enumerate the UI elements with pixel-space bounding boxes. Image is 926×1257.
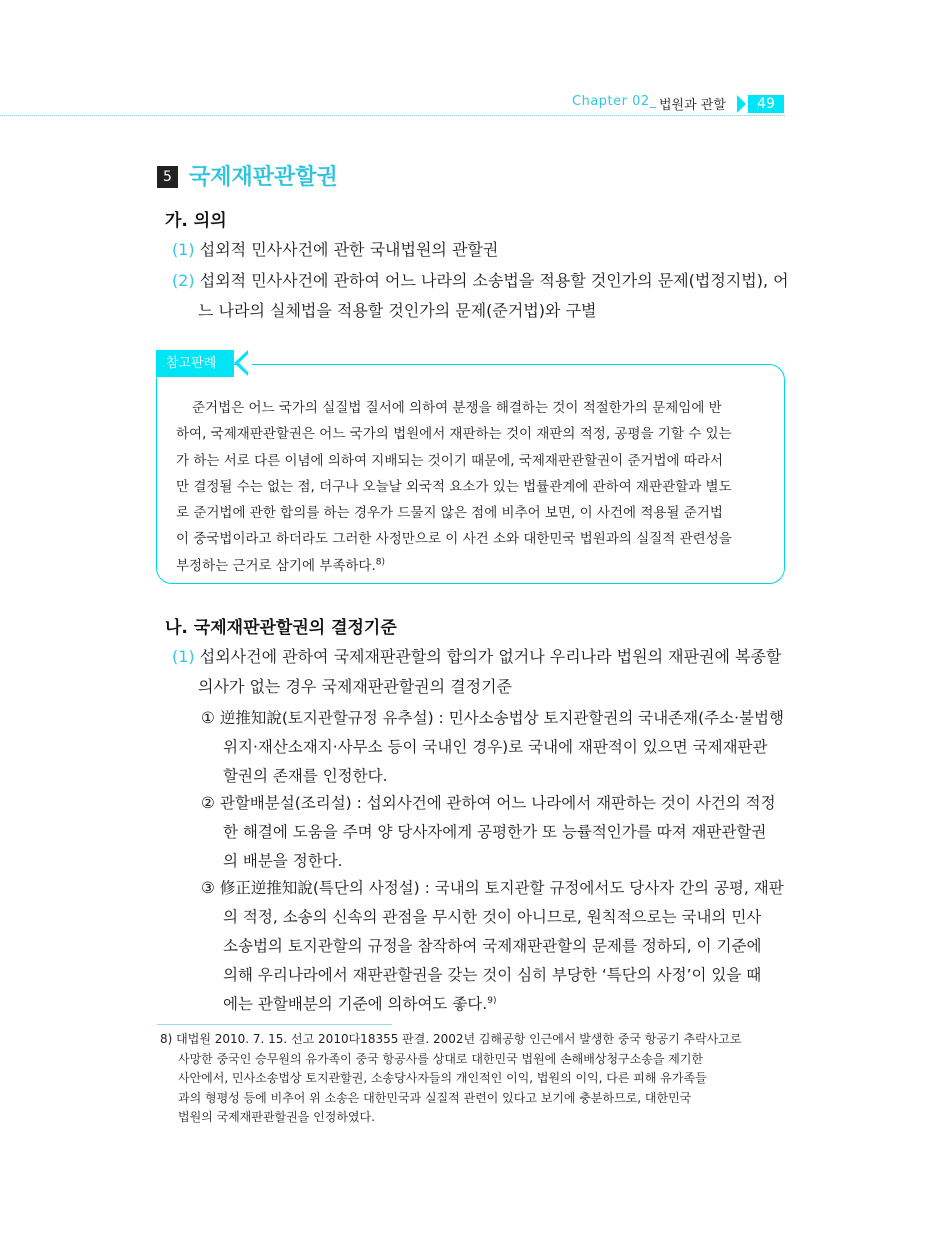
subitem-line: 에는 관할배분의 기준에 의하여도 좋다. <box>223 995 488 1013</box>
reference-line: 만 결정될 수는 없는 점, 더구나 오늘날 외국적 요소가 있는 법률관계에 관하여 재판관할과 별도 <box>176 478 732 495</box>
header-arrow-icon <box>737 95 746 113</box>
subitem-line: 의 적정, 소송의 신속의 관점을 무시한 것이 아니므로, 원칙적으로는 국내의 민사 <box>223 908 762 926</box>
subitem-line: 소송법의 토지관할의 규정을 참작하여 국제재판관할의 문제를 정하되, 이 기준에 <box>223 937 762 955</box>
reference-line: 가 하는 서로 다른 이념에 의하여 지배되는 것이기 때문에, 국제재판관할권이 준거법에 따라서 <box>176 452 724 469</box>
reference-line: 준거법은 어느 국가의 실질법 질서에 의하여 분쟁을 해결하는 것이 적절한가의 문제임에 반 <box>192 400 722 416</box>
reference-text <box>176 395 766 579</box>
footnote <box>160 1030 786 1128</box>
part-b-item-1 <box>172 642 781 672</box>
subitem-line: 의해 우리나라에서 재판관할권을 갖는 것이 심히 부당한 ‘특단의 사정’이 있을 때 <box>223 966 762 984</box>
subitem-line: 逆推知說(토지관할규정 유추설) : 민사소송법상 토지관할권의 국내존재(주소·불법행 <box>219 709 784 727</box>
header-chapter: Chapter 02_ <box>572 94 657 109</box>
footnote-ref[interactable]: 8) <box>375 557 385 568</box>
subitem-line: 修正逆推知說(특단의 사정설) : 국내의 토지관할 규정에서도 당사자 간의 공평, 재판 <box>219 879 784 897</box>
footnote-line: 과의 형평성 등에 비추어 위 소송은 대한민국과 실질적 관련이 있다고 보기에 충분하므로, 대한민국 <box>178 1090 692 1105</box>
subitem-line: 한 해결에 도움을 주며 양 당사자에게 공평한가 또 능률적인가를 따져 재판관할권 <box>223 823 767 841</box>
reference-tag-label: 참고판례 <box>156 350 234 377</box>
subitem-mark: ① <box>201 709 215 727</box>
section-title: 국제재판관할권 <box>189 165 338 190</box>
subitem-line: 위지·재산소재지·사무소 등이 국내인 경우)로 국내에 재판적이 있으면 국제재판관 <box>223 738 768 756</box>
subitem-1 <box>201 704 784 733</box>
part-b-heading: 나. 국제재판관할권의 결정기준 <box>165 618 397 638</box>
subitem-line: 할권의 존재를 인정한다. <box>223 767 388 785</box>
item-text: 섭외적 민사사건에 관한 국내법원의 관할권 <box>199 240 499 259</box>
subitem-2 <box>201 789 776 818</box>
part-a-item-2-cont: 느 나라의 실체법을 적용할 것인가의 문제(준거법)와 구별 <box>198 301 597 320</box>
footnote-divider <box>157 1024 392 1025</box>
reference-tag-notch <box>239 350 252 376</box>
subitem-mark: ③ <box>201 879 215 897</box>
item-number: (1) <box>172 240 195 259</box>
footnote-line: 사안에서, 민사소송법상 토지관할권, 소송당사자들의 개인적인 이익, 법원의 이익, 다른 피해 유가족들 <box>178 1071 707 1085</box>
reference-line: 부정하는 근거로 삼기에 부족하다. <box>176 557 376 574</box>
section-number-badge: 5 <box>157 166 178 188</box>
part-b-item-1-cont: 의사가 없는 경우 국제재판관할권의 결정기준 <box>198 677 513 696</box>
item-number: (2) <box>172 271 195 290</box>
subitem-line-last <box>223 990 496 1019</box>
reference-line: 이 중국법이라고 하더라도 그러한 사정만으로 이 사건 소와 대한민국 법원과의 실질적 관련성을 <box>176 531 732 548</box>
subitem-line: 의 배분을 정한다. <box>223 852 343 870</box>
reference-line: 로 준거법에 관한 합의를 하는 경우가 드물지 않은 점에 비추어 보면, 이 사건에 적용될 준거법 <box>176 505 723 522</box>
part-a-heading: 가. 의의 <box>165 211 227 231</box>
item-text-line: 섭외사건에 관하여 국제재판관할의 합의가 없거나 우리나라 법원의 재판권에 복종할 <box>199 647 782 666</box>
item-number: (1) <box>172 647 195 666</box>
header-divider <box>0 115 785 116</box>
reference-line: 하여, 국제재판관할권은 어느 국가의 법원에서 재판하는 것이 재판의 적정, 공평을 기할 수 있는 <box>176 426 732 443</box>
part-a-item-2 <box>172 266 789 296</box>
header-title: 법원과 관할 <box>659 98 726 113</box>
item-text-line: 섭외적 민사사건에 관하여 어느 나라의 소송법을 적용할 것인가의 문제(법정지법), 어 <box>199 271 789 290</box>
subitem-line: 관할배분설(조리설) : 섭외사건에 관하여 어느 나라에서 재판하는 것이 사건의 적정 <box>219 794 776 812</box>
footnote-ref[interactable]: 9) <box>487 995 497 1006</box>
part-a-item-1 <box>172 235 498 265</box>
page-number: 49 <box>748 95 784 113</box>
footnote-line: 법원의 국제재판관할권을 인정하였다. <box>178 1110 375 1124</box>
reference-line-last <box>176 553 766 579</box>
footnote-line: 사망한 중국인 승무원의 유가족이 중국 항공사를 상대로 대한민국 법원에 손해배상청구소송을 제기한 <box>178 1051 704 1066</box>
subitem-3 <box>201 874 784 903</box>
subitem-mark: ② <box>201 794 215 812</box>
footnote-line: 8) 대법원 2010. 7. 15. 선고 2010다18355 판결. 2002년 김해공항 인근에서 발생한 중국 항공기 추락사고로 <box>160 1032 742 1046</box>
